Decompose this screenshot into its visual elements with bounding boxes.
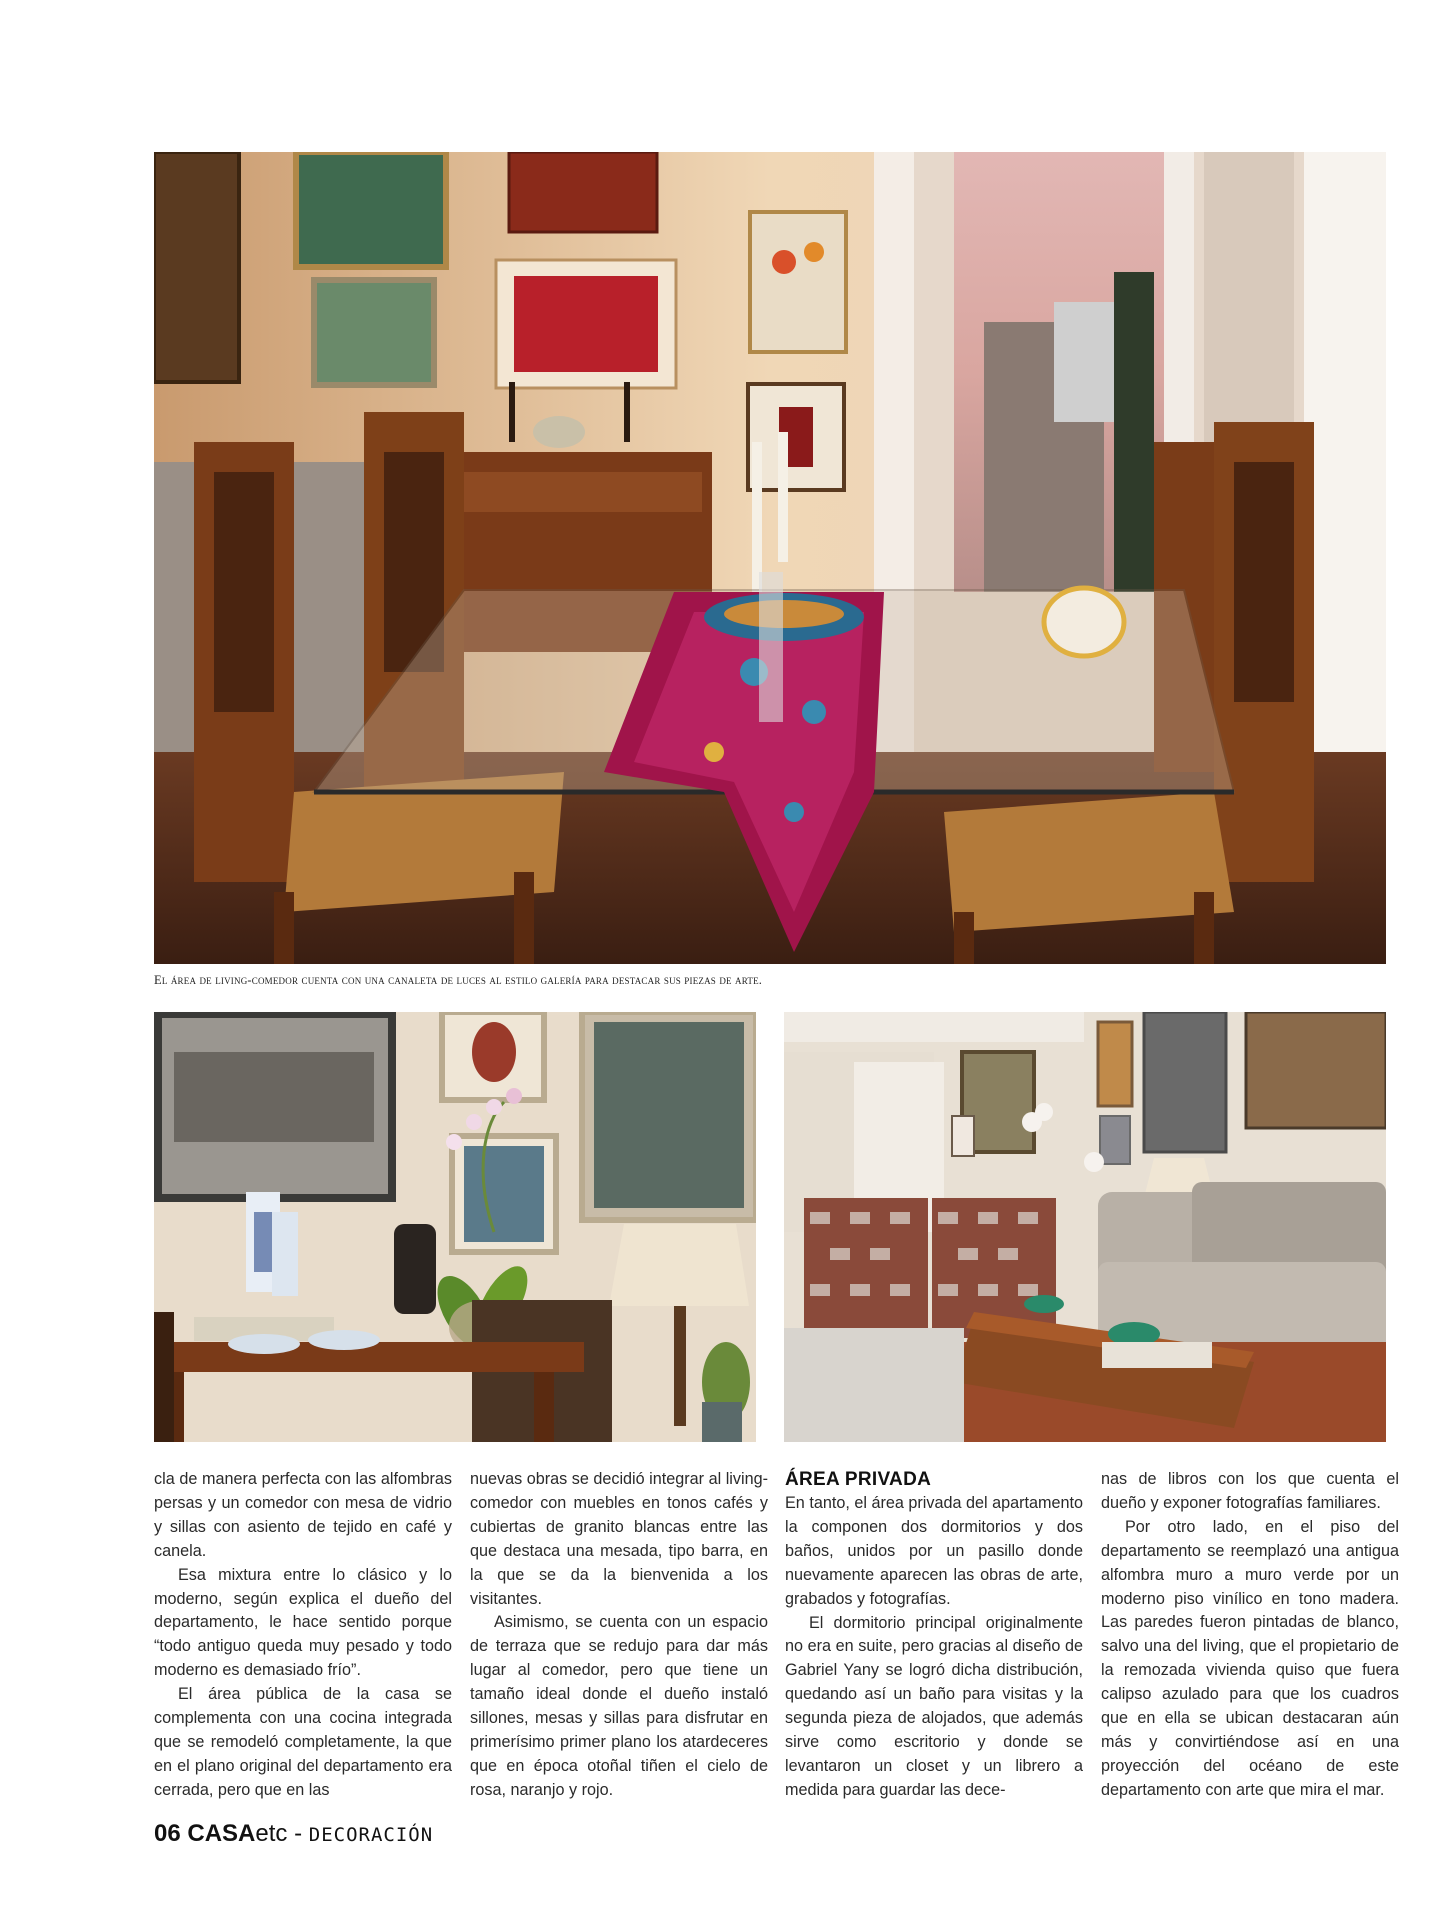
living-room-photo (784, 1012, 1386, 1442)
dining-room-illustration (154, 152, 1386, 964)
photo-caption: El área de living-comedor cuenta con una canaleta de luces al estilo galería para destacar sus piezas de arte. (154, 973, 763, 987)
paragraph: El área pública de la casa se complementa con una cocina integrada que se remodeló completamente, la que en el plano original del departamento era cerrada, pero que en las (154, 1685, 452, 1799)
text-column-2 (470, 1468, 768, 1803)
page-number: 06 (154, 1820, 181, 1847)
section-name: DECORACIÓN (308, 1824, 434, 1846)
section-heading: ÁREA PRIVADA (785, 1469, 932, 1490)
text-column-4 (1101, 1468, 1399, 1803)
paragraph: Asimismo, se cuenta con un espacio de terraza que se redujo para dar más lugar al comedor, pero que tiene un tamaño ideal donde el dueño instaló sillones, mesas y sillas para disfrutar en primerísimo primer plano los atardeceres que en época otoñal tiñen el cielo de rosa, naranjo y rojo. (470, 1613, 768, 1799)
paragraph: cla de manera perfecta con las alfombras persas y un comedor con mesa de vidrio y sillas con asiento de tejido en café y canela. (154, 1470, 452, 1560)
footer-separator: - (294, 1820, 303, 1847)
paragraph: En tanto, el área privada del apartamento la componen dos dormitorios y dos baños, unidos por un pasillo donde nuevamente aparecen las obras de arte, grabados y fotografías. (785, 1494, 1083, 1608)
paragraph: nas de libros con los que cuenta el dueño y exponer fotografías familiares. (1101, 1470, 1399, 1512)
text-column-3 (785, 1468, 1083, 1803)
page-footer (154, 1820, 433, 1848)
sideboard-orchid-photo (154, 1012, 756, 1442)
living-room-illustration (784, 1012, 1386, 1442)
paragraph: Esa mixtura entre lo clásico y lo moderno, según explica el dueño del departamento, le hace sentido porque “todo antiguo queda muy pesado y todo moderno es demasiado frío”. (154, 1565, 452, 1680)
magazine-brand: CASA (187, 1820, 256, 1847)
paragraph: nuevas obras se decidió integrar al living-comedor con muebles en tonos cafés y cubiertas de granito blancas entre las que destaca una mesada, tipo barra, en la que se da la bienvenida a los visitantes. (470, 1470, 768, 1608)
paragraph: El dormitorio principal originalmente no era en suite, pero gracias al diseño de Gabriel Yany se logró dicha distribución, quedando así un baño para visitas y la segunda pieza de alojados, que además sirve como escritorio y donde se levantaron un closet y un librero a medida para guardar las dece- (785, 1613, 1083, 1799)
dining-room-photo (154, 152, 1386, 964)
sideboard-illustration (154, 1012, 756, 1442)
magazine-brand-suffix: etc (255, 1820, 288, 1847)
paragraph: Por otro lado, en el piso del departamento se reemplazó una antigua alfombra muro a muro verde por un moderno piso vinílico en tono madera. Las paredes fueron pintadas de blanco, salvo una del living, que el propietario de la remozada vivienda quiso que fuera calipso azulado para que los cuadros que en ella se ubican destacaran aún más y convirtiéndose así en una proyección del océano de este departamento con arte que mira el mar. (1101, 1517, 1399, 1799)
text-column-1 (154, 1468, 452, 1803)
